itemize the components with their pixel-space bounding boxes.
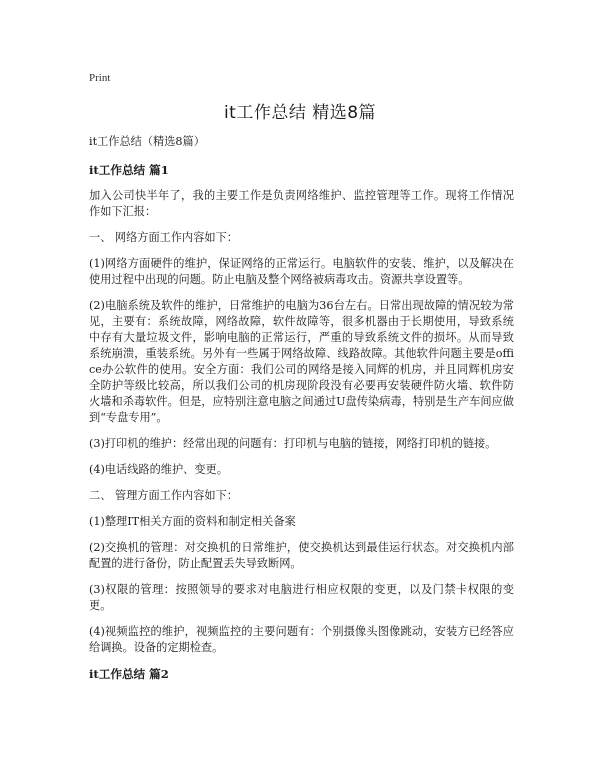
document-body <box>89 134 514 692</box>
paragraph: (1)整理IT相关方面的资料和制定相关备案 <box>89 515 296 528</box>
section-heading-2: it工作总结 篇2 <box>89 667 169 681</box>
section-heading-1: it工作总结 篇1 <box>89 163 169 177</box>
paragraph: (1)网络方面硬件的维护，保证网络的正常运行。电脑软件的安装、维护，以及解决在使用过程中出现的问题。防止电脑及整个网络被病毒攻击。资源共享设置等。 <box>89 257 514 286</box>
paragraph: 一、 网络方面工作内容如下： <box>89 231 238 244</box>
paragraph: (2)交换机的管理：对交换机的日常维护，使交换机达到最佳运行状态。对交换机内部配置的进行备份，防止配置丢失导致断网。 <box>89 541 514 570</box>
paragraph: (3)权限的管理：按照领导的要求对电脑进行相应权限的变更，以及门禁卡权限的变更。 <box>89 583 514 612</box>
paragraph: 加入公司快半年了，我的主要工作是负责网络维护、监控管理等工作。现将工作情况作如下汇报： <box>89 189 514 218</box>
paragraph: (3)打印机的维护：经常出现的问题有：打印机与电脑的链接，网络打印机的链接。 <box>89 437 497 450</box>
paragraph: (4)电话线路的维护、变更。 <box>89 463 228 476</box>
page-title: it工作总结 精选8篇 <box>223 103 377 123</box>
paragraph: 二、 管理方面工作内容如下： <box>89 489 238 502</box>
document-subtitle: it工作总结（精选8篇） <box>89 135 205 148</box>
paragraph: (2)电脑系统及软件的维护，日常维护的电脑为36台左右。日常出现故障的情况较为常见，主要有：系统故障，网络故障，软件故障等，很多机器由于长期使用，导致系统中存有大量垃圾文件，影响电脑的正常运行，严重的导致系统文件的损坏。从而导致系统崩溃，重装系统。另外有一些属于网络故障、线路故障。其他软件问题主要是office办公软件的使用。安全方面：我们公司的网络是接入同辉的机房，并且同辉机房安全防护等级比较高，所以我们公司的机房现阶段没有必要再安装硬件防火墙、软件防火墙和杀毒软件。但是，应特别注意电脑之间通过U盘传染病毒，特别是生产车间应做到“专盘专用”。 <box>89 299 514 424</box>
paragraph: (4)视频监控的维护，视频监控的主要问题有：个别摄像头图像跳动，安装方已经答应给调换。设备的定期检查。 <box>89 625 514 654</box>
print-label[interactable]: Print <box>89 72 111 84</box>
